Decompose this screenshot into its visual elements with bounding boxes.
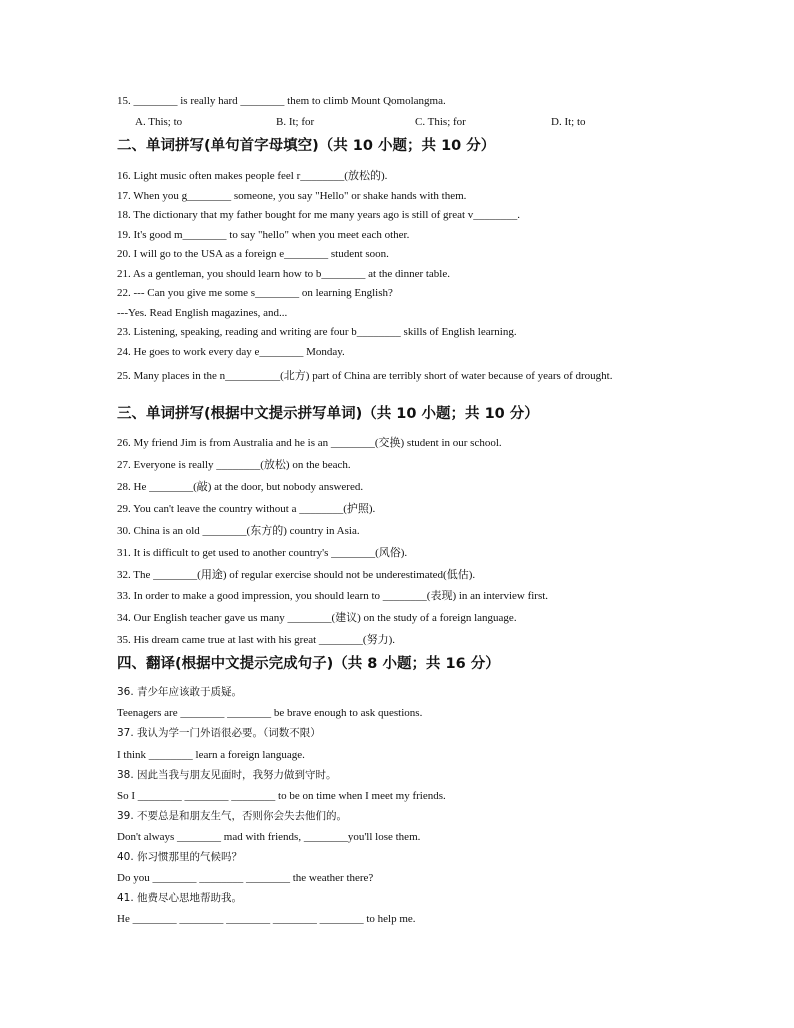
question-15-option-b: B. It; for [276, 116, 315, 128]
question-37-sentence: I think ________ learn a foreign language. [117, 749, 305, 761]
question-25: 25. Many places in the n__________(北方) part of China are terribly short of water because of years of drought. [117, 370, 613, 382]
question-40-prompt: 40. 你习惯那里的气候吗？ [117, 851, 243, 863]
question-36-sentence: Teenagers are ________ ________ be brave enough to ask questions. [117, 707, 423, 719]
question-24: 24. He goes to work every day e________ Monday. [117, 346, 345, 358]
question-32: 32. The ________(用途) of regular exercise should not be underestimated(低估). [117, 569, 476, 581]
question-23: 23. Listening, speaking, reading and writing are four b________ skills of English learning. [117, 326, 517, 338]
question-41-sentence: He ________ ________ ________ ________ ________ to help me. [117, 913, 416, 925]
section-3-heading: 三、单词拼写(根据中文提示拼写单词)（共 10 小题；共 10 分） [117, 406, 539, 422]
section-2-heading: 二、单词拼写(单句首字母填空)（共 10 小题；共 10 分） [117, 138, 496, 154]
question-15-stem: 15. ________ is really hard ________ them to climb Mount Qomolangma. [117, 95, 446, 107]
question-39-sentence: Don't always ________ mad with friends, ________you'll lose them. [117, 831, 421, 843]
question-28: 28. He ________(敲) at the door, but nobody answered. [117, 481, 364, 493]
question-22: 22. --- Can you give me some s________ on learning English? [117, 287, 393, 299]
question-31: 31. It is difficult to get used to another country's ________(风俗). [117, 547, 408, 559]
question-26: 26. My friend Jim is from Australia and he is an ________(交换) student in our school. [117, 437, 502, 449]
question-27: 27. Everyone is really ________(放松) on the beach. [117, 459, 351, 471]
question-36-prompt: 36. 青少年应该敢于质疑。 [117, 686, 243, 698]
question-37-prompt: 37. 我认为学一门外语很必要。（词数不限） [117, 727, 321, 739]
question-21: 21. As a gentleman, you should learn how to b________ at the dinner table. [117, 268, 450, 280]
question-30: 30. China is an old ________(东方的) country in Asia. [117, 525, 360, 537]
question-19: 19. It's good m________ to say "hello" when you meet each other. [117, 229, 410, 241]
question-33: 33. In order to make a good impression, you should learn to ________(表现) in an interview first. [117, 590, 549, 602]
question-16: 16. Light music often makes people feel r________(放松的). [117, 170, 388, 182]
question-34: 34. Our English teacher gave us many ________(建议) on the study of a foreign language. [117, 612, 517, 624]
question-35: 35. His dream came true at last with his great ________(努力). [117, 634, 395, 646]
question-38-sentence: So I ________ ________ ________ to be on time when I meet my friends. [117, 790, 446, 802]
question-40-sentence: Do you ________ ________ ________ the weather there? [117, 872, 374, 884]
question-17: 17. When you g________ someone, you say "Hello" or shake hands with them. [117, 190, 467, 202]
question-29: 29. You can't leave the country without a ________(护照). [117, 503, 376, 515]
section-4-heading: 四、翻译(根据中文提示完成句子)（共 8 小题；共 16 分） [117, 656, 500, 672]
question-38-prompt: 38. 因此当我与朋友见面时，我努力做到守时。 [117, 769, 337, 781]
question-15-option-d: D. It; to [551, 116, 586, 128]
question-18: 18. The dictionary that my father bought for me many years ago is still of great v________. [117, 209, 521, 221]
question-20: 20. I will go to the USA as a foreign e________ student soon. [117, 248, 389, 260]
question-41-prompt: 41. 他费尽心思地帮助我。 [117, 892, 243, 904]
question-22-answer: ---Yes. Read English magazines, and... [117, 307, 288, 319]
question-39-prompt: 39. 不要总是和朋友生气，否则你会失去他们的。 [117, 810, 348, 822]
question-15-option-c: C. This; for [415, 116, 466, 128]
question-15-option-a: A. This; to [135, 116, 183, 128]
